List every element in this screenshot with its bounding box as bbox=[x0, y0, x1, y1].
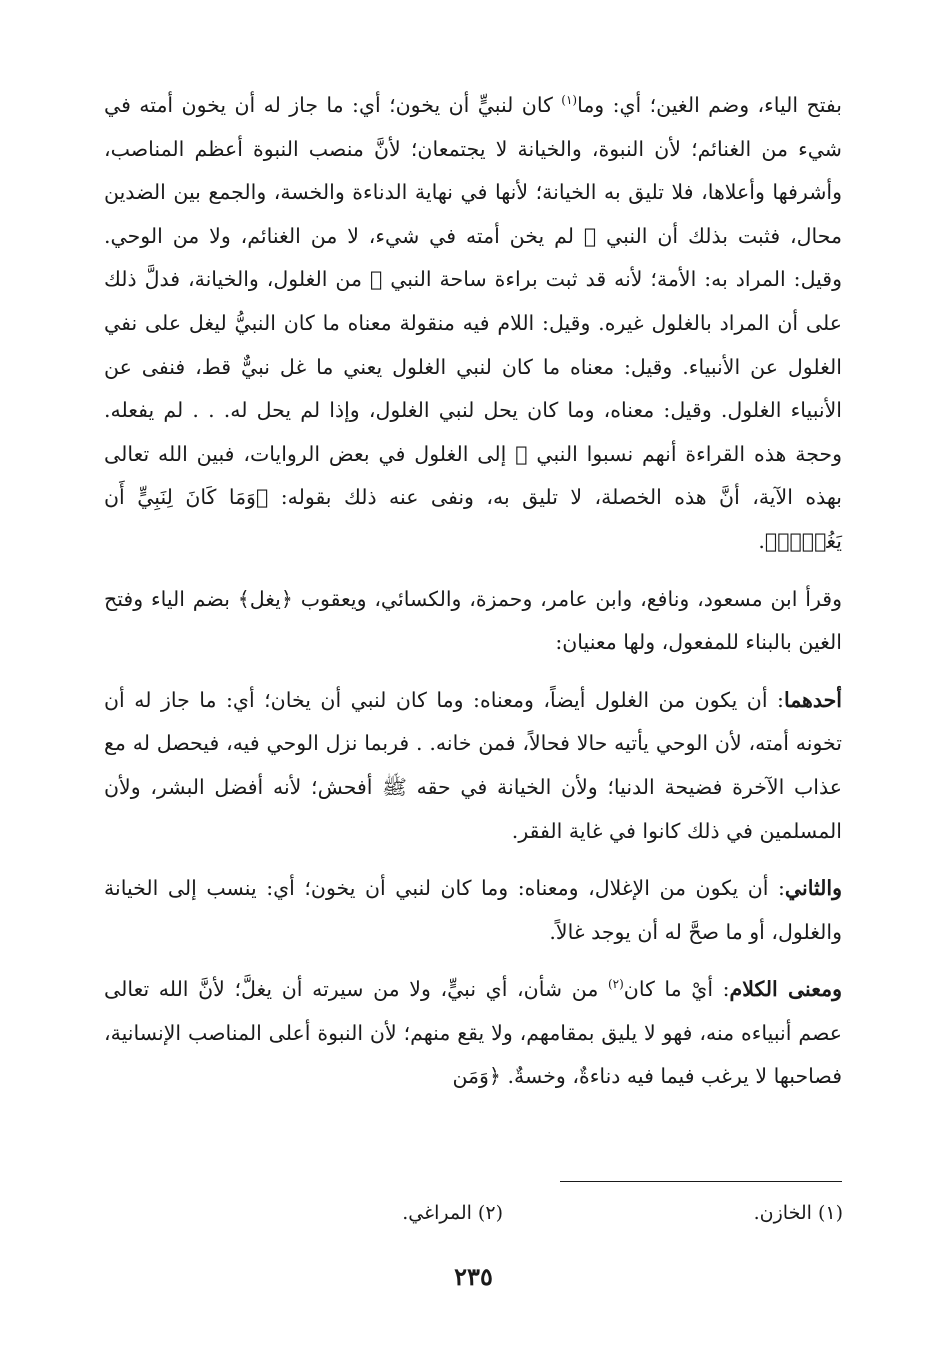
text-run: بفتح الياء، وضم الغين؛ أي: وما bbox=[577, 93, 842, 117]
text-run: وقرأ ابن مسعود، ونافع، وابن عامر، وحمزة، والكسائي، ويعقوب bbox=[292, 586, 842, 611]
paragraph-5 bbox=[104, 968, 842, 1099]
footnote-2: (٢) المراغي. bbox=[402, 1202, 503, 1224]
quran-verse: ﴿وَمَا كَانَ لِنَبِيٍّ أَن يَغُلَّۚ﴾ bbox=[104, 485, 842, 553]
paragraph-2 bbox=[104, 578, 842, 665]
footnote-separator bbox=[560, 1181, 842, 1182]
text-run: : أن يكون من الإغلال، ومعناه: وما كان لنبي أن يخون؛ أي: ينسب إلى الخيانة والغلول، أو ما صحَّ له أن يوجد غالاً. bbox=[104, 876, 842, 944]
footnote-ref-2: (٢) bbox=[607, 977, 624, 992]
footnote-1: (١) الخازن. bbox=[753, 1202, 843, 1224]
paragraph-lead: أحدهما bbox=[783, 687, 842, 712]
text-run: . bbox=[758, 528, 765, 553]
paragraph-lead: ومعنى الكلام bbox=[729, 977, 843, 1002]
text-run: بضم الياء وفتح الغين بالبناء للمفعول، ولها معنيان: bbox=[104, 586, 842, 655]
text-run: : أن يكون من الغلول أيضاً، ومعناه: وما كان لنبي أن يخان؛ أي: ما جاز له أن تخونه أمته، لأن الوحي يأتيه حالا فحالاً، فمن خانه. . فربما نزل الوحي فيه، فيحصل له مع عذاب الآخرة فضيحة الدنيا؛ ولأن الخيانة في حقه ﷺ أفحش؛ لأنه أفضل البشر، ولأن المسلمين في ذلك كانوا في غاية الفقر. bbox=[104, 687, 842, 843]
paragraph-lead: والثاني bbox=[784, 876, 842, 901]
paragraph-3 bbox=[104, 679, 842, 853]
page-number: ٢٣٥ bbox=[454, 1262, 493, 1291]
text-run: : أيْ ما كان bbox=[623, 977, 730, 1002]
text-run: من شأن، أي نبيٍّ، ولا من سيرته أن يغلَّ؛ لأنَّ الله تعالى عصم أنبياءه منه، فهو لا يليق بمقامهم، ولا يقع منهم؛ لأن النبوة أعلى المناصب الإنسانية، فصاحبها لا يرغب فيما فيه دناءةٌ، وخسةٌ. bbox=[104, 977, 842, 1089]
footnote-ref-1: (١) bbox=[561, 93, 578, 108]
paragraph-1 bbox=[104, 84, 842, 564]
main-text bbox=[104, 84, 842, 1099]
quran-word: ﴿يغل﴾ bbox=[237, 586, 293, 611]
paragraph-4 bbox=[104, 867, 842, 954]
text-run: كان لنبيٍّ أن يخون؛ أي: ما جاز له أن يخون أمته في شيء من الغنائم؛ لأن النبوة، والخيانة لا يجتمعان؛ لأنَّ منصب النبوة أعظم المناصب، وأشرفها وأعلاها، فلا تليق به الخيانة؛ لأنها في نهاية الدناءة والخسة، والجمع بين الضدين محال، فثبت بذلك أن النبي ﷺ لم يخن أمته في شيء، لا من الغنائم، ولا من الوحي. وقيل: المراد به: الأمة؛ لأنه قد ثبت براءة ساحة النبي ﷺ من الغلول، والخيانة، فدلَّ ذلك على أن المراد بالغلول غيره. وقيل: اللام فيه منقولة معناه ما كان النبيُّ ليغل على نفي الغلول عن الأنبياء. وقيل: معناه ما كان لنبي الغلول يعني ما غل نبيٌّ قط، فنفى عن الأنبياء الغلول. وقيل: معناه، وما كان يحل لنبي الغلول، وإذا لم يحل له. . . لم يفعله. وحجة هذه القراءة أنهم نسبوا النبي ﷺ إلى الغلول في بعض الروايات، فبين الله تعالى بهذه الآية، أنَّ هذه الخصلة، لا تليق به، ونفى عنه ذلك بقوله: bbox=[104, 93, 842, 510]
quran-verse: ﴿وَمَن bbox=[452, 1064, 501, 1089]
